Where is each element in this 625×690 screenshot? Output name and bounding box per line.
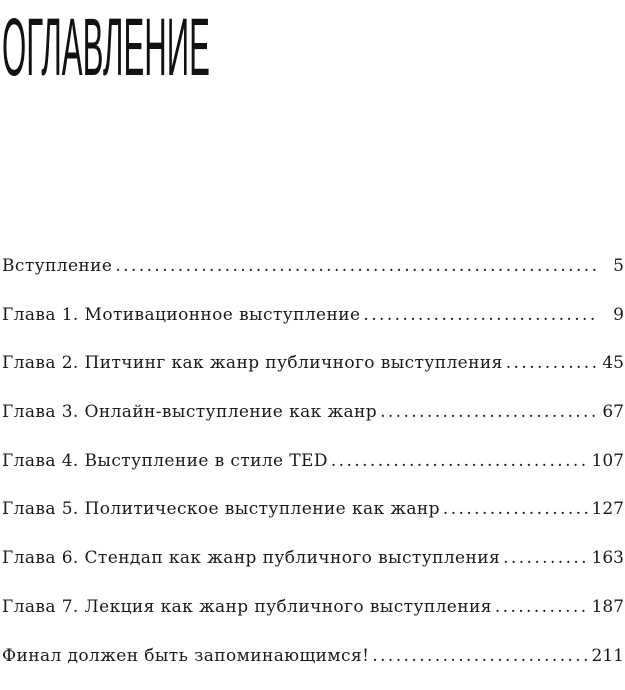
toc-entry [0,642,625,690]
toc-entry-title: Вступление [0,252,112,280]
toc-dot-leader [503,544,588,572]
page-title [2,2,332,94]
toc-entry [0,252,625,301]
table-of-contents [0,252,625,690]
toc-entry [0,349,625,398]
toc-dot-leader [506,349,599,377]
toc-entry-title: Глава 5. Политическое выступление как жанр [0,495,440,523]
toc-entry [0,301,625,350]
toc-entry-title: Глава 3. Онлайн-выступление как жанр [0,398,377,426]
toc-entry [0,447,625,496]
toc-dot-leader [443,495,589,523]
toc-entry-page: 45 [602,349,625,377]
toc-entry-title: Глава 4. Выступление в стиле TED [0,447,328,475]
toc-entry [0,544,625,593]
toc-dot-leader [363,301,599,329]
toc-dot-leader [372,642,588,670]
page-title-text: ОГЛАВЛЕНИЕ [2,2,127,94]
toc-entry-title: Глава 2. Питчинг как жанр публичного выступления [0,349,503,377]
toc-entry [0,495,625,544]
toc-entry-page: 5 [602,252,625,280]
toc-entry-page: 163 [592,544,625,572]
toc-entry [0,593,625,642]
toc-entry-page: 107 [592,447,625,475]
toc-entry [0,398,625,447]
toc-entry-page: 187 [592,593,625,621]
toc-dot-leader [380,398,599,426]
toc-entry-title: Глава 7. Лекция как жанр публичного выступления [0,593,492,621]
toc-entry-title: Финал должен быть запоминающимся! [0,642,369,670]
toc-entry-title: Глава 1. Мотивационное выступление [0,301,360,329]
toc-dot-leader [495,593,589,621]
toc-dot-leader [331,447,589,475]
toc-dot-leader [115,252,599,280]
toc-entry-title: Глава 6. Стендап как жанр публичного выступления [0,544,500,572]
toc-entry-page: 127 [592,495,625,523]
toc-entry-page: 67 [602,398,625,426]
toc-entry-page: 211 [592,642,625,670]
toc-entry-page: 9 [602,301,625,329]
